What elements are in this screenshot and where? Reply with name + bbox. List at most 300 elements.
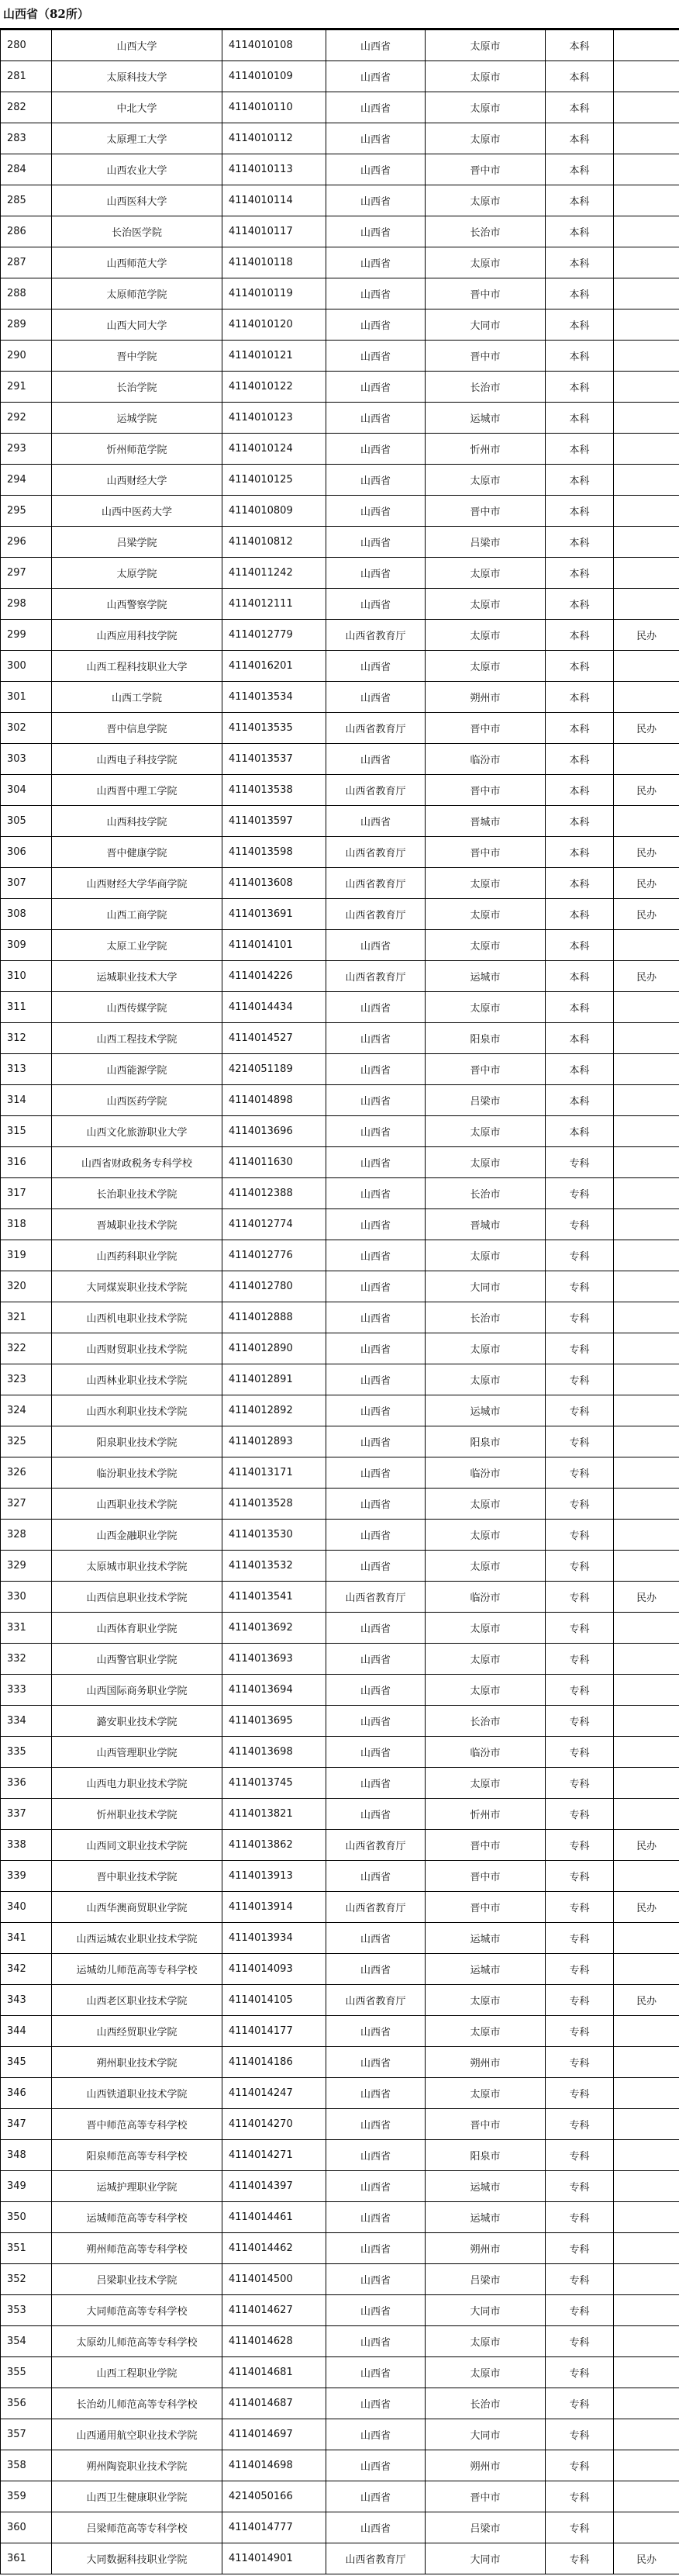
city: 朔州市 [426, 2450, 546, 2481]
institution-code: 4114013696 [222, 1116, 326, 1147]
level: 专科 [546, 1520, 614, 1551]
level: 本科 [546, 247, 614, 278]
level: 专科 [546, 1768, 614, 1799]
row-number: 356 [1, 2388, 52, 2419]
institution-name: 山西警察学院 [52, 589, 222, 620]
institution-code: 4114010122 [222, 372, 326, 403]
authority: 山西省 [326, 1768, 426, 1799]
note [614, 651, 679, 682]
institution-name: 运城职业技术大学 [52, 961, 222, 992]
row-number: 334 [1, 1706, 52, 1737]
institution-name: 山西省财政税务专科学校 [52, 1147, 222, 1178]
city: 太原市 [426, 185, 546, 216]
level: 专科 [546, 1675, 614, 1706]
table-row [1, 1271, 679, 1302]
city: 朔州市 [426, 682, 546, 713]
table-body [1, 30, 679, 2574]
note [614, 2109, 679, 2140]
table-row [1, 527, 679, 558]
note [614, 527, 679, 558]
note [614, 1023, 679, 1054]
row-number: 328 [1, 1520, 52, 1551]
authority: 山西省 [326, 651, 426, 682]
note [614, 216, 679, 247]
note: 民办 [614, 1892, 679, 1923]
note: 民办 [614, 837, 679, 868]
institution-code: 4114010112 [222, 123, 326, 154]
table-row [1, 154, 679, 185]
row-number: 352 [1, 2264, 52, 2295]
city: 长治市 [426, 1178, 546, 1209]
city: 太原市 [426, 30, 546, 61]
institution-name: 晋中健康学院 [52, 837, 222, 868]
note: 民办 [614, 1582, 679, 1613]
table-row [1, 2326, 679, 2357]
authority: 山西省 [326, 61, 426, 92]
city: 太原市 [426, 465, 546, 496]
city: 晋中市 [426, 1861, 546, 1892]
city: 太原市 [426, 1675, 546, 1706]
level: 专科 [546, 1489, 614, 1520]
authority: 山西省 [326, 2016, 426, 2047]
table-row [1, 1209, 679, 1240]
level: 本科 [546, 465, 614, 496]
row-number: 342 [1, 1954, 52, 1985]
table-row [1, 2202, 679, 2233]
city: 吕梁市 [426, 2512, 546, 2543]
institution-code: 4114014101 [222, 930, 326, 961]
institution-name: 山西文化旅游职业大学 [52, 1116, 222, 1147]
table-row [1, 589, 679, 620]
institution-name: 中北大学 [52, 92, 222, 123]
note [614, 1799, 679, 1830]
level: 本科 [546, 527, 614, 558]
row-number: 345 [1, 2047, 52, 2078]
institution-name: 山西信息职业技术学院 [52, 1582, 222, 1613]
institution-name: 山西中医药大学 [52, 496, 222, 527]
institution-code: 4114010117 [222, 216, 326, 247]
row-number: 280 [1, 30, 52, 61]
institution-name: 朔州职业技术学院 [52, 2047, 222, 2078]
city: 大同市 [426, 2295, 546, 2326]
note [614, 1333, 679, 1364]
institution-name: 太原理工大学 [52, 123, 222, 154]
authority: 山西省 [326, 1954, 426, 1985]
institution-code: 4114013695 [222, 1706, 326, 1737]
note [614, 1209, 679, 1240]
row-number: 321 [1, 1302, 52, 1333]
institution-code: 4114013598 [222, 837, 326, 868]
table-row [1, 2357, 679, 2388]
institution-code: 4114014397 [222, 2171, 326, 2202]
institution-name: 吕梁职业技术学院 [52, 2264, 222, 2295]
institution-code: 4114013694 [222, 1675, 326, 1706]
institution-code: 4114013691 [222, 899, 326, 930]
institution-code: 4114011242 [222, 558, 326, 589]
institution-name: 忻州师范学院 [52, 434, 222, 465]
institution-name: 太原城市职业技术学院 [52, 1551, 222, 1582]
city: 晋中市 [426, 775, 546, 806]
city: 太原市 [426, 1147, 546, 1178]
institution-name: 山西医药学院 [52, 1085, 222, 1116]
note [614, 278, 679, 309]
note [614, 1706, 679, 1737]
level: 专科 [546, 1799, 614, 1830]
row-number: 306 [1, 837, 52, 868]
city: 太原市 [426, 868, 546, 899]
authority: 山西省 [326, 2357, 426, 2388]
row-number: 299 [1, 620, 52, 651]
institution-name: 吕梁学院 [52, 527, 222, 558]
institution-name: 运城师范高等专科学校 [52, 2202, 222, 2233]
city: 长治市 [426, 1302, 546, 1333]
level: 专科 [546, 1271, 614, 1302]
note [614, 2078, 679, 2109]
table-row [1, 2016, 679, 2047]
table-row [1, 2388, 679, 2419]
institution-name: 长治幼儿师范高等专科学校 [52, 2388, 222, 2419]
institution-code: 4114010110 [222, 92, 326, 123]
table-row [1, 992, 679, 1023]
authority: 山西省 [326, 1489, 426, 1520]
note [614, 1116, 679, 1147]
table-row [1, 806, 679, 837]
level: 本科 [546, 713, 614, 744]
level: 专科 [546, 2388, 614, 2419]
authority: 山西省教育厅 [326, 837, 426, 868]
institution-code: 4114014777 [222, 2512, 326, 2543]
city: 运城市 [426, 1954, 546, 1985]
table-row [1, 1023, 679, 1054]
institution-code: 4114013608 [222, 868, 326, 899]
table-row [1, 2512, 679, 2543]
note [614, 1302, 679, 1333]
row-number: 295 [1, 496, 52, 527]
institution-name: 朔州师范高等专科学校 [52, 2233, 222, 2264]
table-row [1, 1116, 679, 1147]
institution-code: 4114010113 [222, 154, 326, 185]
institution-code: 4114013597 [222, 806, 326, 837]
authority: 山西省 [326, 1302, 426, 1333]
authority: 山西省 [326, 1457, 426, 1489]
city: 太原市 [426, 930, 546, 961]
institution-code: 4114014687 [222, 2388, 326, 2419]
institution-name: 山西财经大学 [52, 465, 222, 496]
note [614, 1271, 679, 1302]
institution-code: 4114014681 [222, 2357, 326, 2388]
table-row [1, 434, 679, 465]
row-number: 319 [1, 1240, 52, 1271]
institution-code: 4114013538 [222, 775, 326, 806]
note [614, 1085, 679, 1116]
row-number: 359 [1, 2481, 52, 2512]
level: 本科 [546, 806, 614, 837]
level: 本科 [546, 682, 614, 713]
institution-name: 山西卫生健康职业学院 [52, 2481, 222, 2512]
city: 晋中市 [426, 837, 546, 868]
table-row [1, 2171, 679, 2202]
institution-name: 太原科技大学 [52, 61, 222, 92]
authority: 山西省教育厅 [326, 1582, 426, 1613]
city: 太原市 [426, 1333, 546, 1364]
row-number: 309 [1, 930, 52, 961]
row-number: 335 [1, 1737, 52, 1768]
institution-code: 4114013693 [222, 1644, 326, 1675]
city: 长治市 [426, 1706, 546, 1737]
note [614, 2171, 679, 2202]
note [614, 2512, 679, 2543]
table-row [1, 61, 679, 92]
authority: 山西省 [326, 1271, 426, 1302]
table-row [1, 1302, 679, 1333]
level: 本科 [546, 278, 614, 309]
level: 专科 [546, 1364, 614, 1395]
institution-code: 4114014500 [222, 2264, 326, 2295]
institution-name: 临汾职业技术学院 [52, 1457, 222, 1489]
authority: 山西省 [326, 1737, 426, 1768]
row-number: 293 [1, 434, 52, 465]
city: 晋中市 [426, 496, 546, 527]
level: 专科 [546, 1737, 614, 1768]
city: 太原市 [426, 589, 546, 620]
row-number: 339 [1, 1861, 52, 1892]
city: 晋中市 [426, 713, 546, 744]
city: 阳泉市 [426, 1023, 546, 1054]
note [614, 92, 679, 123]
city: 临汾市 [426, 1582, 546, 1613]
city: 太原市 [426, 651, 546, 682]
institution-name: 山西警官职业学院 [52, 1644, 222, 1675]
institution-code: 4214050166 [222, 2481, 326, 2512]
table-row [1, 1830, 679, 1861]
row-number: 343 [1, 1985, 52, 2016]
table-row [1, 1706, 679, 1737]
table-row [1, 2233, 679, 2264]
level: 本科 [546, 992, 614, 1023]
table-row [1, 278, 679, 309]
institution-name: 运城学院 [52, 403, 222, 434]
city: 太原市 [426, 1520, 546, 1551]
level: 本科 [546, 930, 614, 961]
institution-name: 吕梁师范高等专科学校 [52, 2512, 222, 2543]
note: 民办 [614, 1830, 679, 1861]
authority: 山西省 [326, 2233, 426, 2264]
city: 晋中市 [426, 1830, 546, 1861]
city: 运城市 [426, 1395, 546, 1426]
city: 太原市 [426, 1489, 546, 1520]
table-row [1, 1985, 679, 2016]
row-number: 313 [1, 1054, 52, 1085]
institution-name: 山西华澳商贸职业学院 [52, 1892, 222, 1923]
note [614, 1613, 679, 1644]
authority: 山西省 [326, 1333, 426, 1364]
table-row [1, 1892, 679, 1923]
row-number: 331 [1, 1613, 52, 1644]
table-row [1, 1395, 679, 1426]
table-row [1, 403, 679, 434]
institution-code: 4114013530 [222, 1520, 326, 1551]
authority: 山西省 [326, 527, 426, 558]
institution-code: 4114016201 [222, 651, 326, 682]
note [614, 2233, 679, 2264]
institution-name: 朔州陶瓷职业技术学院 [52, 2450, 222, 2481]
note [614, 682, 679, 713]
level: 本科 [546, 868, 614, 899]
row-number: 288 [1, 278, 52, 309]
authority: 山西省 [326, 2202, 426, 2233]
institution-name: 山西电力职业技术学院 [52, 1768, 222, 1799]
city: 太原市 [426, 2016, 546, 2047]
row-number: 324 [1, 1395, 52, 1426]
note [614, 2202, 679, 2233]
authority: 山西省 [326, 30, 426, 61]
table-row [1, 2264, 679, 2295]
institution-name: 山西通用航空职业技术学院 [52, 2419, 222, 2450]
city: 太原市 [426, 61, 546, 92]
note [614, 1675, 679, 1706]
level: 专科 [546, 1209, 614, 1240]
institution-name: 潞安职业技术学院 [52, 1706, 222, 1737]
note: 民办 [614, 961, 679, 992]
row-number: 290 [1, 341, 52, 372]
city: 太原市 [426, 1644, 546, 1675]
authority: 山西省教育厅 [326, 1830, 426, 1861]
level: 专科 [546, 2357, 614, 2388]
note [614, 1147, 679, 1178]
institution-code: 4114012891 [222, 1364, 326, 1395]
level: 专科 [546, 2233, 614, 2264]
institution-code: 4114013913 [222, 1861, 326, 1892]
institution-code: 4114012776 [222, 1240, 326, 1271]
institution-code: 4114014105 [222, 1985, 326, 2016]
table-row [1, 1644, 679, 1675]
authority: 山西省 [326, 465, 426, 496]
note [614, 1457, 679, 1489]
institution-code: 4114014698 [222, 2450, 326, 2481]
authority: 山西省 [326, 682, 426, 713]
city: 太原市 [426, 992, 546, 1023]
row-number: 354 [1, 2326, 52, 2357]
institution-code: 4114013532 [222, 1551, 326, 1582]
level: 专科 [546, 1426, 614, 1457]
row-number: 301 [1, 682, 52, 713]
institution-name: 山西农业大学 [52, 154, 222, 185]
authority: 山西省 [326, 2512, 426, 2543]
row-number: 344 [1, 2016, 52, 2047]
city: 长治市 [426, 372, 546, 403]
institution-code: 4114012890 [222, 1333, 326, 1364]
institution-name: 山西工程科技职业大学 [52, 651, 222, 682]
note [614, 30, 679, 61]
institution-name: 山西电子科技学院 [52, 744, 222, 775]
note [614, 185, 679, 216]
row-number: 289 [1, 309, 52, 341]
institution-name: 山西师范大学 [52, 247, 222, 278]
row-number: 349 [1, 2171, 52, 2202]
institution-code: 4114013171 [222, 1457, 326, 1489]
row-number: 326 [1, 1457, 52, 1489]
table-row [1, 775, 679, 806]
note [614, 2047, 679, 2078]
institution-code: 4114010809 [222, 496, 326, 527]
institution-code: 4114010109 [222, 61, 326, 92]
institution-code: 4114011630 [222, 1147, 326, 1178]
table-row [1, 216, 679, 247]
authority: 山西省 [326, 1644, 426, 1675]
note [614, 930, 679, 961]
authority: 山西省 [326, 1147, 426, 1178]
city: 太原市 [426, 1768, 546, 1799]
row-number: 332 [1, 1644, 52, 1675]
note [614, 341, 679, 372]
note: 民办 [614, 620, 679, 651]
authority: 山西省教育厅 [326, 775, 426, 806]
note [614, 123, 679, 154]
authority: 山西省 [326, 278, 426, 309]
row-number: 283 [1, 123, 52, 154]
table-row [1, 1147, 679, 1178]
authority: 山西省 [326, 1799, 426, 1830]
row-number: 318 [1, 1209, 52, 1240]
authority: 山西省 [326, 341, 426, 372]
row-number: 294 [1, 465, 52, 496]
table-row [1, 2109, 679, 2140]
institution-name: 晋中师范高等专科学校 [52, 2109, 222, 2140]
city: 吕梁市 [426, 1085, 546, 1116]
table-row [1, 1768, 679, 1799]
note: 民办 [614, 713, 679, 744]
note: 民办 [614, 2543, 679, 2574]
level: 本科 [546, 403, 614, 434]
institution-code: 4114014901 [222, 2543, 326, 2574]
city: 太原市 [426, 1613, 546, 1644]
row-number: 338 [1, 1830, 52, 1861]
city: 忻州市 [426, 434, 546, 465]
institution-name: 大同煤炭职业技术学院 [52, 1271, 222, 1302]
note [614, 2264, 679, 2295]
institution-name: 长治医学院 [52, 216, 222, 247]
city: 太原市 [426, 2357, 546, 2388]
row-number: 300 [1, 651, 52, 682]
city: 太原市 [426, 247, 546, 278]
authority: 山西省 [326, 1923, 426, 1954]
institution-name: 运城幼儿师范高等专科学校 [52, 1954, 222, 1985]
city: 运城市 [426, 1923, 546, 1954]
row-number: 310 [1, 961, 52, 992]
institution-code: 4114014247 [222, 2078, 326, 2109]
row-number: 302 [1, 713, 52, 744]
institution-name: 运城护理职业学院 [52, 2171, 222, 2202]
table-row [1, 1178, 679, 1209]
authority: 山西省 [326, 1240, 426, 1271]
authority: 山西省 [326, 1675, 426, 1706]
authority: 山西省 [326, 2481, 426, 2512]
level: 本科 [546, 154, 614, 185]
city: 太原市 [426, 2078, 546, 2109]
row-number: 311 [1, 992, 52, 1023]
city: 运城市 [426, 961, 546, 992]
level: 专科 [546, 2326, 614, 2357]
authority: 山西省 [326, 2450, 426, 2481]
level: 本科 [546, 620, 614, 651]
authority: 山西省 [326, 2419, 426, 2450]
level: 专科 [546, 1892, 614, 1923]
institution-name: 太原工业学院 [52, 930, 222, 961]
row-number: 347 [1, 2109, 52, 2140]
institution-name: 山西医科大学 [52, 185, 222, 216]
institution-code: 4114010812 [222, 527, 326, 558]
level: 本科 [546, 1054, 614, 1085]
